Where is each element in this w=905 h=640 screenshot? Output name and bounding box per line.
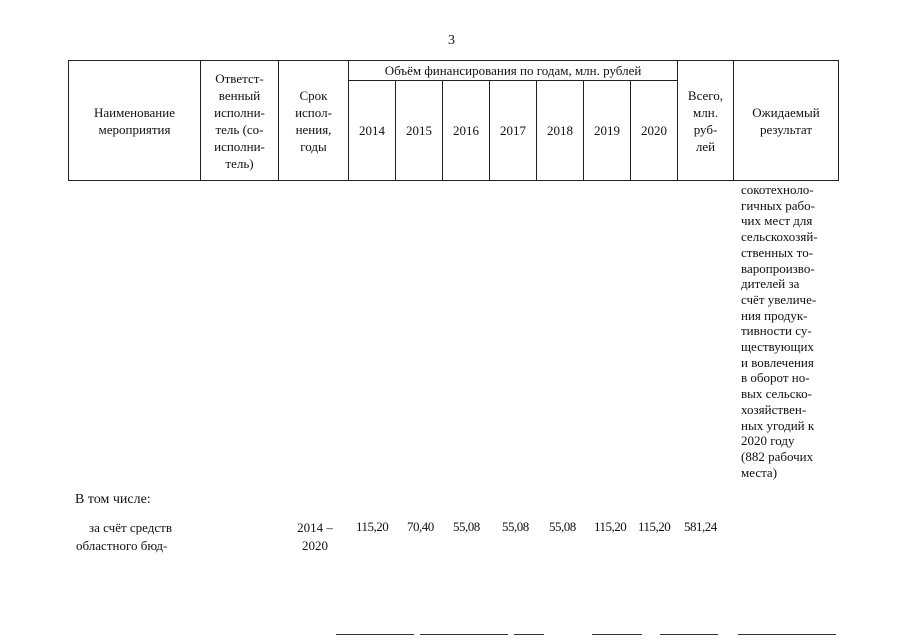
value-2020: 115,20: [638, 519, 671, 534]
year-cell: 2017: [490, 81, 537, 181]
row-name: за счёт средств областного бюд-: [76, 520, 172, 553]
footer-line: [420, 634, 508, 635]
header-name: Наименование мероприятия: [69, 61, 201, 181]
footer-line: [336, 634, 414, 635]
header-term: Срок испол- нения, годы: [279, 61, 349, 181]
value-2018: 55,08: [549, 519, 576, 534]
footer-line: [738, 634, 836, 635]
year-cell: 2018: [537, 81, 584, 181]
value-2016: 55,08: [453, 519, 480, 534]
footer-line: [592, 634, 642, 635]
header-total: Всего, млн. руб- лей: [678, 61, 734, 181]
year-cell: 2015: [396, 81, 443, 181]
value-2017: 55,08: [502, 519, 529, 534]
footer-line: [660, 634, 718, 635]
year-cell: 2016: [443, 81, 490, 181]
including-heading: В том числе:: [75, 492, 151, 507]
header-funding: Объём финансирования по годам, млн. рублей: [349, 61, 678, 81]
expected-result-text: сокотехноло- гичных рабо- чих мест для сельскохозяй- ственных то- варопроизво- дителей за счёт увеличе- ния продук- тивности су- ществующих и вовлечения в оборот но- вых сельско- хозяйствен- ных угодий к 2020 году (882 рабочих места): [741, 182, 818, 480]
header-result: Ожидаемый результат: [734, 61, 839, 181]
value-2014: 115,20: [356, 519, 389, 534]
year-cell: 2020: [631, 81, 678, 181]
table-header: [68, 60, 839, 181]
year-cell: 2019: [584, 81, 631, 181]
footer-line: [514, 634, 544, 635]
value-2015: 70,40: [407, 519, 434, 534]
header-executor: Ответст- венный исполни- тель (со- исполни- тель): [201, 61, 279, 181]
value-total: 581,24: [684, 519, 717, 534]
page-number: 3: [448, 33, 455, 48]
row-term: 2014 – 2020: [297, 520, 333, 553]
value-2019: 115,20: [594, 519, 627, 534]
year-cell: 2014: [349, 81, 396, 181]
